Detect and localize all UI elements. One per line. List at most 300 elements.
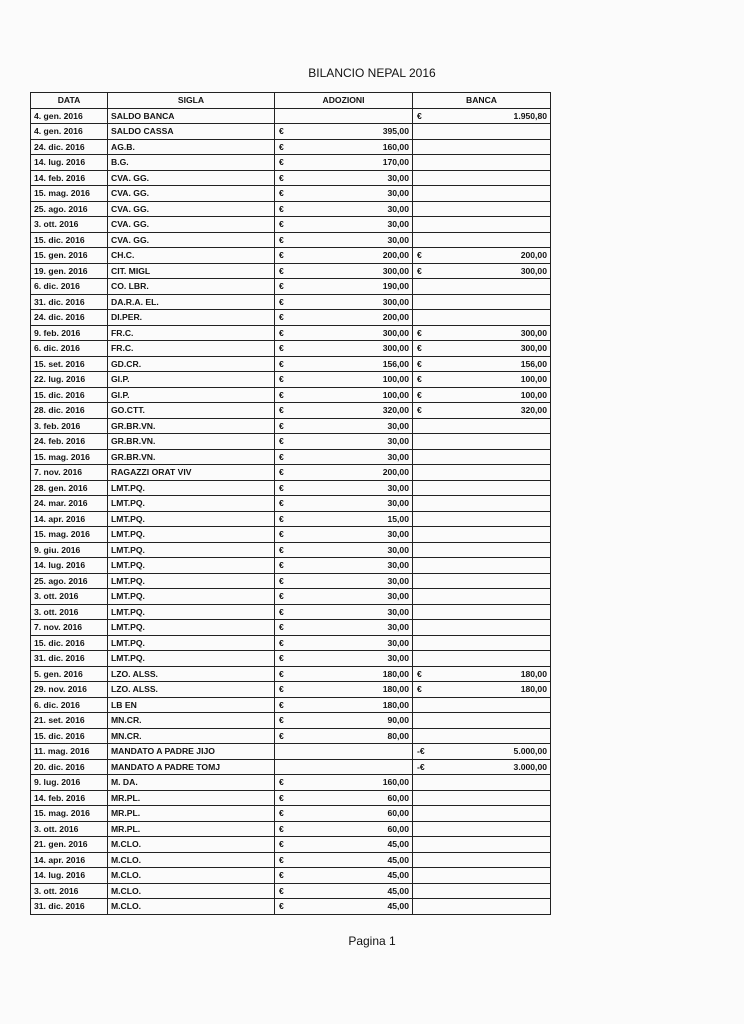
amount-banca: 156,00 (520, 358, 547, 369)
cell-adozioni (275, 573, 413, 589)
cell-banca (413, 201, 551, 217)
cell-adozioni (275, 697, 413, 713)
table-row (31, 480, 551, 496)
cell-sigla: MR.PL. (108, 821, 275, 837)
cell-date: 15. dic. 2016 (31, 635, 108, 651)
currency-symbol: € (417, 684, 422, 695)
currency-symbol: € (279, 203, 284, 214)
currency-symbol: € (279, 575, 284, 586)
table-row (31, 279, 551, 295)
cell-banca (413, 263, 551, 279)
cell-sigla: M.CLO. (108, 852, 275, 868)
amount-banca: 100,00 (520, 389, 547, 400)
cell-sigla: SALDO BANCA (108, 108, 275, 124)
amount-banca: 3.000,00 (513, 761, 547, 772)
currency-symbol: € (279, 141, 284, 152)
cell-date: 25. ago. 2016 (31, 201, 108, 217)
amount-adozioni: 30,00 (387, 219, 409, 230)
amount-adozioni: 190,00 (382, 281, 409, 292)
cell-banca (413, 294, 551, 310)
cell-sigla: LB EN (108, 697, 275, 713)
cell-banca (413, 868, 551, 884)
amount-banca: 100,00 (520, 374, 547, 385)
cell-banca (413, 480, 551, 496)
table-row (31, 325, 551, 341)
page-footer: Pagina 1 (348, 934, 396, 948)
currency-symbol: € (279, 157, 284, 168)
table-row (31, 465, 551, 481)
cell-sigla: GR.BR.VN. (108, 418, 275, 434)
table-row (31, 558, 551, 574)
currency-symbol: € (279, 498, 284, 509)
table-row (31, 713, 551, 729)
table-row (31, 620, 551, 636)
currency-symbol: € (417, 374, 422, 385)
table-row (31, 139, 551, 155)
currency-symbol: € (279, 668, 284, 679)
cell-adozioni (275, 604, 413, 620)
amount-banca: 300,00 (520, 343, 547, 354)
table-row (31, 899, 551, 915)
cell-banca (413, 821, 551, 837)
cell-banca (413, 155, 551, 171)
cell-adozioni (275, 170, 413, 186)
cell-date: 6. dic. 2016 (31, 341, 108, 357)
amount-adozioni: 45,00 (387, 885, 409, 896)
cell-banca (413, 527, 551, 543)
cell-banca (413, 744, 551, 760)
cell-sigla: M.CLO. (108, 837, 275, 853)
cell-adozioni (275, 310, 413, 326)
cell-sigla: DI.PER. (108, 310, 275, 326)
cell-date: 14. lug. 2016 (31, 155, 108, 171)
cell-banca (413, 403, 551, 419)
header-sigla: SIGLA (108, 93, 275, 109)
amount-adozioni: 30,00 (387, 451, 409, 462)
currency-symbol: € (279, 374, 284, 385)
cell-sigla: LMT.PQ. (108, 511, 275, 527)
cell-sigla: AG.B. (108, 139, 275, 155)
cell-sigla: RAGAZZI ORAT VIV (108, 465, 275, 481)
cell-adozioni (275, 496, 413, 512)
amount-adozioni: 30,00 (387, 544, 409, 555)
amount-banca: 180,00 (520, 684, 547, 695)
currency-symbol: € (279, 343, 284, 354)
cell-date: 15. dic. 2016 (31, 728, 108, 744)
cell-date: 15. dic. 2016 (31, 387, 108, 403)
cell-date: 4. gen. 2016 (31, 108, 108, 124)
cell-date: 24. dic. 2016 (31, 310, 108, 326)
cell-adozioni (275, 837, 413, 853)
cell-date: 14. lug. 2016 (31, 558, 108, 574)
cell-adozioni (275, 186, 413, 202)
currency-symbol: € (279, 792, 284, 803)
cell-banca (413, 186, 551, 202)
currency-symbol: € (279, 885, 284, 896)
amount-adozioni: 30,00 (387, 529, 409, 540)
cell-banca (413, 372, 551, 388)
amount-adozioni: 45,00 (387, 870, 409, 881)
amount-adozioni: 30,00 (387, 498, 409, 509)
cell-banca (413, 434, 551, 450)
cell-date: 15. dic. 2016 (31, 232, 108, 248)
currency-symbol: € (417, 327, 422, 338)
amount-adozioni: 30,00 (387, 482, 409, 493)
amount-adozioni: 60,00 (387, 792, 409, 803)
currency-symbol: € (279, 808, 284, 819)
currency-symbol: € (279, 358, 284, 369)
cell-sigla: SALDO CASSA (108, 124, 275, 140)
cell-sigla: LZO. ALSS. (108, 666, 275, 682)
amount-banca: 200,00 (520, 250, 547, 261)
cell-adozioni (275, 620, 413, 636)
cell-sigla: MR.PL. (108, 806, 275, 822)
cell-sigla: LZO. ALSS. (108, 682, 275, 698)
currency-symbol: € (279, 653, 284, 664)
amount-adozioni: 30,00 (387, 622, 409, 633)
currency-symbol: € (279, 823, 284, 834)
table-row (31, 682, 551, 698)
table-row (31, 883, 551, 899)
cell-banca (413, 387, 551, 403)
cell-date: 15. set. 2016 (31, 356, 108, 372)
cell-sigla: CVA. GG. (108, 201, 275, 217)
cell-adozioni (275, 511, 413, 527)
currency-symbol: € (279, 312, 284, 323)
cell-banca (413, 356, 551, 372)
cell-date: 31. dic. 2016 (31, 294, 108, 310)
table-row (31, 403, 551, 419)
table-row (31, 635, 551, 651)
currency-symbol: € (279, 730, 284, 741)
table-row (31, 806, 551, 822)
currency-symbol: € (279, 684, 284, 695)
currency-symbol: € (279, 296, 284, 307)
table-row (31, 852, 551, 868)
table-row (31, 697, 551, 713)
cell-sigla: GI.P. (108, 372, 275, 388)
amount-adozioni: 30,00 (387, 188, 409, 199)
currency-symbol: € (279, 715, 284, 726)
cell-date: 22. lug. 2016 (31, 372, 108, 388)
cell-date: 3. ott. 2016 (31, 883, 108, 899)
currency-symbol: € (279, 901, 284, 912)
cell-date: 20. dic. 2016 (31, 759, 108, 775)
table-row (31, 434, 551, 450)
amount-banca: 5.000,00 (513, 746, 547, 757)
amount-adozioni: 320,00 (382, 405, 409, 416)
page-title: BILANCIO NEPAL 2016 (308, 66, 436, 80)
cell-banca (413, 248, 551, 264)
cell-sigla: MN.CR. (108, 713, 275, 729)
amount-adozioni: 200,00 (382, 312, 409, 323)
cell-banca (413, 682, 551, 698)
cell-banca (413, 852, 551, 868)
currency-symbol: € (279, 451, 284, 462)
amount-adozioni: 30,00 (387, 637, 409, 648)
cell-adozioni (275, 124, 413, 140)
cell-sigla: DA.R.A. EL. (108, 294, 275, 310)
cell-date: 24. feb. 2016 (31, 434, 108, 450)
cell-banca (413, 666, 551, 682)
cell-adozioni (275, 449, 413, 465)
currency-symbol: € (279, 188, 284, 199)
cell-date: 28. gen. 2016 (31, 480, 108, 496)
cell-sigla: LMT.PQ. (108, 480, 275, 496)
cell-adozioni (275, 790, 413, 806)
cell-banca (413, 279, 551, 295)
cell-banca (413, 511, 551, 527)
cell-sigla: CVA. GG. (108, 170, 275, 186)
cell-adozioni (275, 806, 413, 822)
cell-banca (413, 542, 551, 558)
cell-adozioni (275, 341, 413, 357)
cell-adozioni (275, 899, 413, 915)
cell-adozioni (275, 542, 413, 558)
table-row (31, 124, 551, 140)
table-row (31, 542, 551, 558)
cell-date: 14. lug. 2016 (31, 868, 108, 884)
cell-adozioni (275, 728, 413, 744)
cell-sigla: LMT.PQ. (108, 496, 275, 512)
header-row (31, 93, 551, 109)
currency-symbol: € (279, 172, 284, 183)
currency-symbol: € (279, 870, 284, 881)
table-row (31, 170, 551, 186)
cell-date: 24. mar. 2016 (31, 496, 108, 512)
cell-banca (413, 170, 551, 186)
amount-banca: 300,00 (520, 327, 547, 338)
table-row (31, 511, 551, 527)
cell-sigla: MR.PL. (108, 790, 275, 806)
cell-banca (413, 697, 551, 713)
currency-symbol: € (417, 405, 422, 416)
cell-date: 19. gen. 2016 (31, 263, 108, 279)
cell-date: 9. lug. 2016 (31, 775, 108, 791)
amount-banca: 300,00 (520, 265, 547, 276)
cell-sigla: GD.CR. (108, 356, 275, 372)
currency-symbol: € (417, 389, 422, 400)
cell-sigla: LMT.PQ. (108, 604, 275, 620)
cell-date: 7. nov. 2016 (31, 465, 108, 481)
cell-adozioni (275, 294, 413, 310)
table-row (31, 294, 551, 310)
amount-adozioni: 30,00 (387, 172, 409, 183)
amount-banca: 180,00 (520, 668, 547, 679)
cell-adozioni (275, 759, 413, 775)
cell-adozioni (275, 682, 413, 698)
cell-date: 3. ott. 2016 (31, 604, 108, 620)
cell-date: 31. dic. 2016 (31, 651, 108, 667)
cell-date: 3. ott. 2016 (31, 217, 108, 233)
amount-adozioni: 180,00 (382, 699, 409, 710)
currency-symbol: € (279, 777, 284, 788)
cell-sigla: CVA. GG. (108, 232, 275, 248)
cell-banca (413, 418, 551, 434)
cell-banca (413, 604, 551, 620)
cell-sigla: GI.P. (108, 387, 275, 403)
cell-banca (413, 651, 551, 667)
cell-banca (413, 790, 551, 806)
cell-adozioni (275, 465, 413, 481)
amount-adozioni: 30,00 (387, 420, 409, 431)
cell-banca (413, 217, 551, 233)
cell-adozioni (275, 279, 413, 295)
amount-adozioni: 45,00 (387, 839, 409, 850)
cell-sigla: LMT.PQ. (108, 573, 275, 589)
cell-date: 14. apr. 2016 (31, 511, 108, 527)
cell-adozioni (275, 883, 413, 899)
currency-symbol: € (279, 436, 284, 447)
currency-symbol: € (279, 420, 284, 431)
cell-adozioni (275, 155, 413, 171)
amount-adozioni: 300,00 (382, 343, 409, 354)
currency-symbol: € (417, 343, 422, 354)
table-row (31, 263, 551, 279)
cell-adozioni (275, 108, 413, 124)
cell-banca (413, 496, 551, 512)
cell-banca (413, 759, 551, 775)
cell-date: 9. feb. 2016 (31, 325, 108, 341)
cell-banca (413, 310, 551, 326)
amount-adozioni: 60,00 (387, 808, 409, 819)
cell-sigla: LMT.PQ. (108, 589, 275, 605)
table-row (31, 372, 551, 388)
amount-banca: 320,00 (520, 405, 547, 416)
cell-date: 14. feb. 2016 (31, 790, 108, 806)
cell-date: 25. ago. 2016 (31, 573, 108, 589)
cell-adozioni (275, 527, 413, 543)
currency-symbol: € (279, 405, 284, 416)
cell-date: 15. mag. 2016 (31, 806, 108, 822)
amount-adozioni: 30,00 (387, 436, 409, 447)
cell-banca (413, 558, 551, 574)
cell-sigla: MANDATO A PADRE TOMJ (108, 759, 275, 775)
cell-banca (413, 465, 551, 481)
cell-banca (413, 728, 551, 744)
table-row (31, 155, 551, 171)
currency-symbol: € (279, 839, 284, 850)
table-row (31, 201, 551, 217)
table-row (31, 232, 551, 248)
cell-sigla: M.CLO. (108, 883, 275, 899)
cell-date: 15. mag. 2016 (31, 449, 108, 465)
amount-adozioni: 15,00 (387, 513, 409, 524)
amount-adozioni: 200,00 (382, 467, 409, 478)
cell-adozioni (275, 635, 413, 651)
cell-adozioni (275, 418, 413, 434)
header-adozioni: ADOZIONI (275, 93, 413, 109)
cell-banca (413, 124, 551, 140)
currency-symbol: € (279, 513, 284, 524)
cell-sigla: LMT.PQ. (108, 527, 275, 543)
cell-adozioni (275, 666, 413, 682)
currency-symbol: € (279, 699, 284, 710)
table-row (31, 186, 551, 202)
currency-symbol: € (279, 126, 284, 137)
cell-adozioni (275, 356, 413, 372)
table-row (31, 217, 551, 233)
table-row (31, 604, 551, 620)
table-row (31, 449, 551, 465)
cell-adozioni (275, 263, 413, 279)
currency-symbol: € (279, 467, 284, 478)
cell-adozioni (275, 558, 413, 574)
cell-adozioni (275, 852, 413, 868)
cell-banca (413, 139, 551, 155)
currency-symbol: € (279, 389, 284, 400)
cell-banca (413, 341, 551, 357)
cell-date: 21. set. 2016 (31, 713, 108, 729)
currency-symbol: € (279, 327, 284, 338)
cell-date: 14. feb. 2016 (31, 170, 108, 186)
cell-sigla: M.CLO. (108, 868, 275, 884)
cell-sigla: LMT.PQ. (108, 651, 275, 667)
currency-symbol: € (279, 281, 284, 292)
cell-banca (413, 232, 551, 248)
amount-adozioni: 395,00 (382, 126, 409, 137)
cell-sigla: CVA. GG. (108, 217, 275, 233)
table-row (31, 651, 551, 667)
cell-date: 6. dic. 2016 (31, 279, 108, 295)
amount-adozioni: 180,00 (382, 668, 409, 679)
amount-adozioni: 45,00 (387, 901, 409, 912)
currency-symbol: € (279, 622, 284, 633)
cell-date: 28. dic. 2016 (31, 403, 108, 419)
table-row (31, 108, 551, 124)
cell-adozioni (275, 372, 413, 388)
currency-symbol: € (279, 529, 284, 540)
cell-sigla: CO. LBR. (108, 279, 275, 295)
cell-banca (413, 806, 551, 822)
cell-banca (413, 883, 551, 899)
currency-symbol: € (279, 854, 284, 865)
cell-banca (413, 635, 551, 651)
table-row (31, 666, 551, 682)
cell-date: 14. apr. 2016 (31, 852, 108, 868)
cell-date: 21. gen. 2016 (31, 837, 108, 853)
ledger-body (31, 108, 551, 914)
amount-adozioni: 200,00 (382, 250, 409, 261)
cell-sigla: FR.C. (108, 325, 275, 341)
cell-sigla: CVA. GG. (108, 186, 275, 202)
amount-adozioni: 100,00 (382, 389, 409, 400)
cell-banca (413, 899, 551, 915)
cell-sigla: M.CLO. (108, 899, 275, 915)
currency-symbol: € (279, 544, 284, 555)
amount-adozioni: 160,00 (382, 141, 409, 152)
table-row (31, 418, 551, 434)
cell-adozioni (275, 232, 413, 248)
cell-sigla: GO.CTT. (108, 403, 275, 419)
cell-adozioni (275, 139, 413, 155)
currency-symbol: € (279, 265, 284, 276)
table-row (31, 341, 551, 357)
header-date: DATA (31, 93, 108, 109)
cell-adozioni (275, 744, 413, 760)
cell-sigla: M. DA. (108, 775, 275, 791)
cell-adozioni (275, 480, 413, 496)
currency-symbol: € (279, 606, 284, 617)
table-row (31, 759, 551, 775)
cell-sigla: GR.BR.VN. (108, 449, 275, 465)
amount-adozioni: 30,00 (387, 591, 409, 602)
cell-date: 6. dic. 2016 (31, 697, 108, 713)
table-row (31, 356, 551, 372)
amount-adozioni: 160,00 (382, 777, 409, 788)
table-row (31, 527, 551, 543)
cell-adozioni (275, 201, 413, 217)
